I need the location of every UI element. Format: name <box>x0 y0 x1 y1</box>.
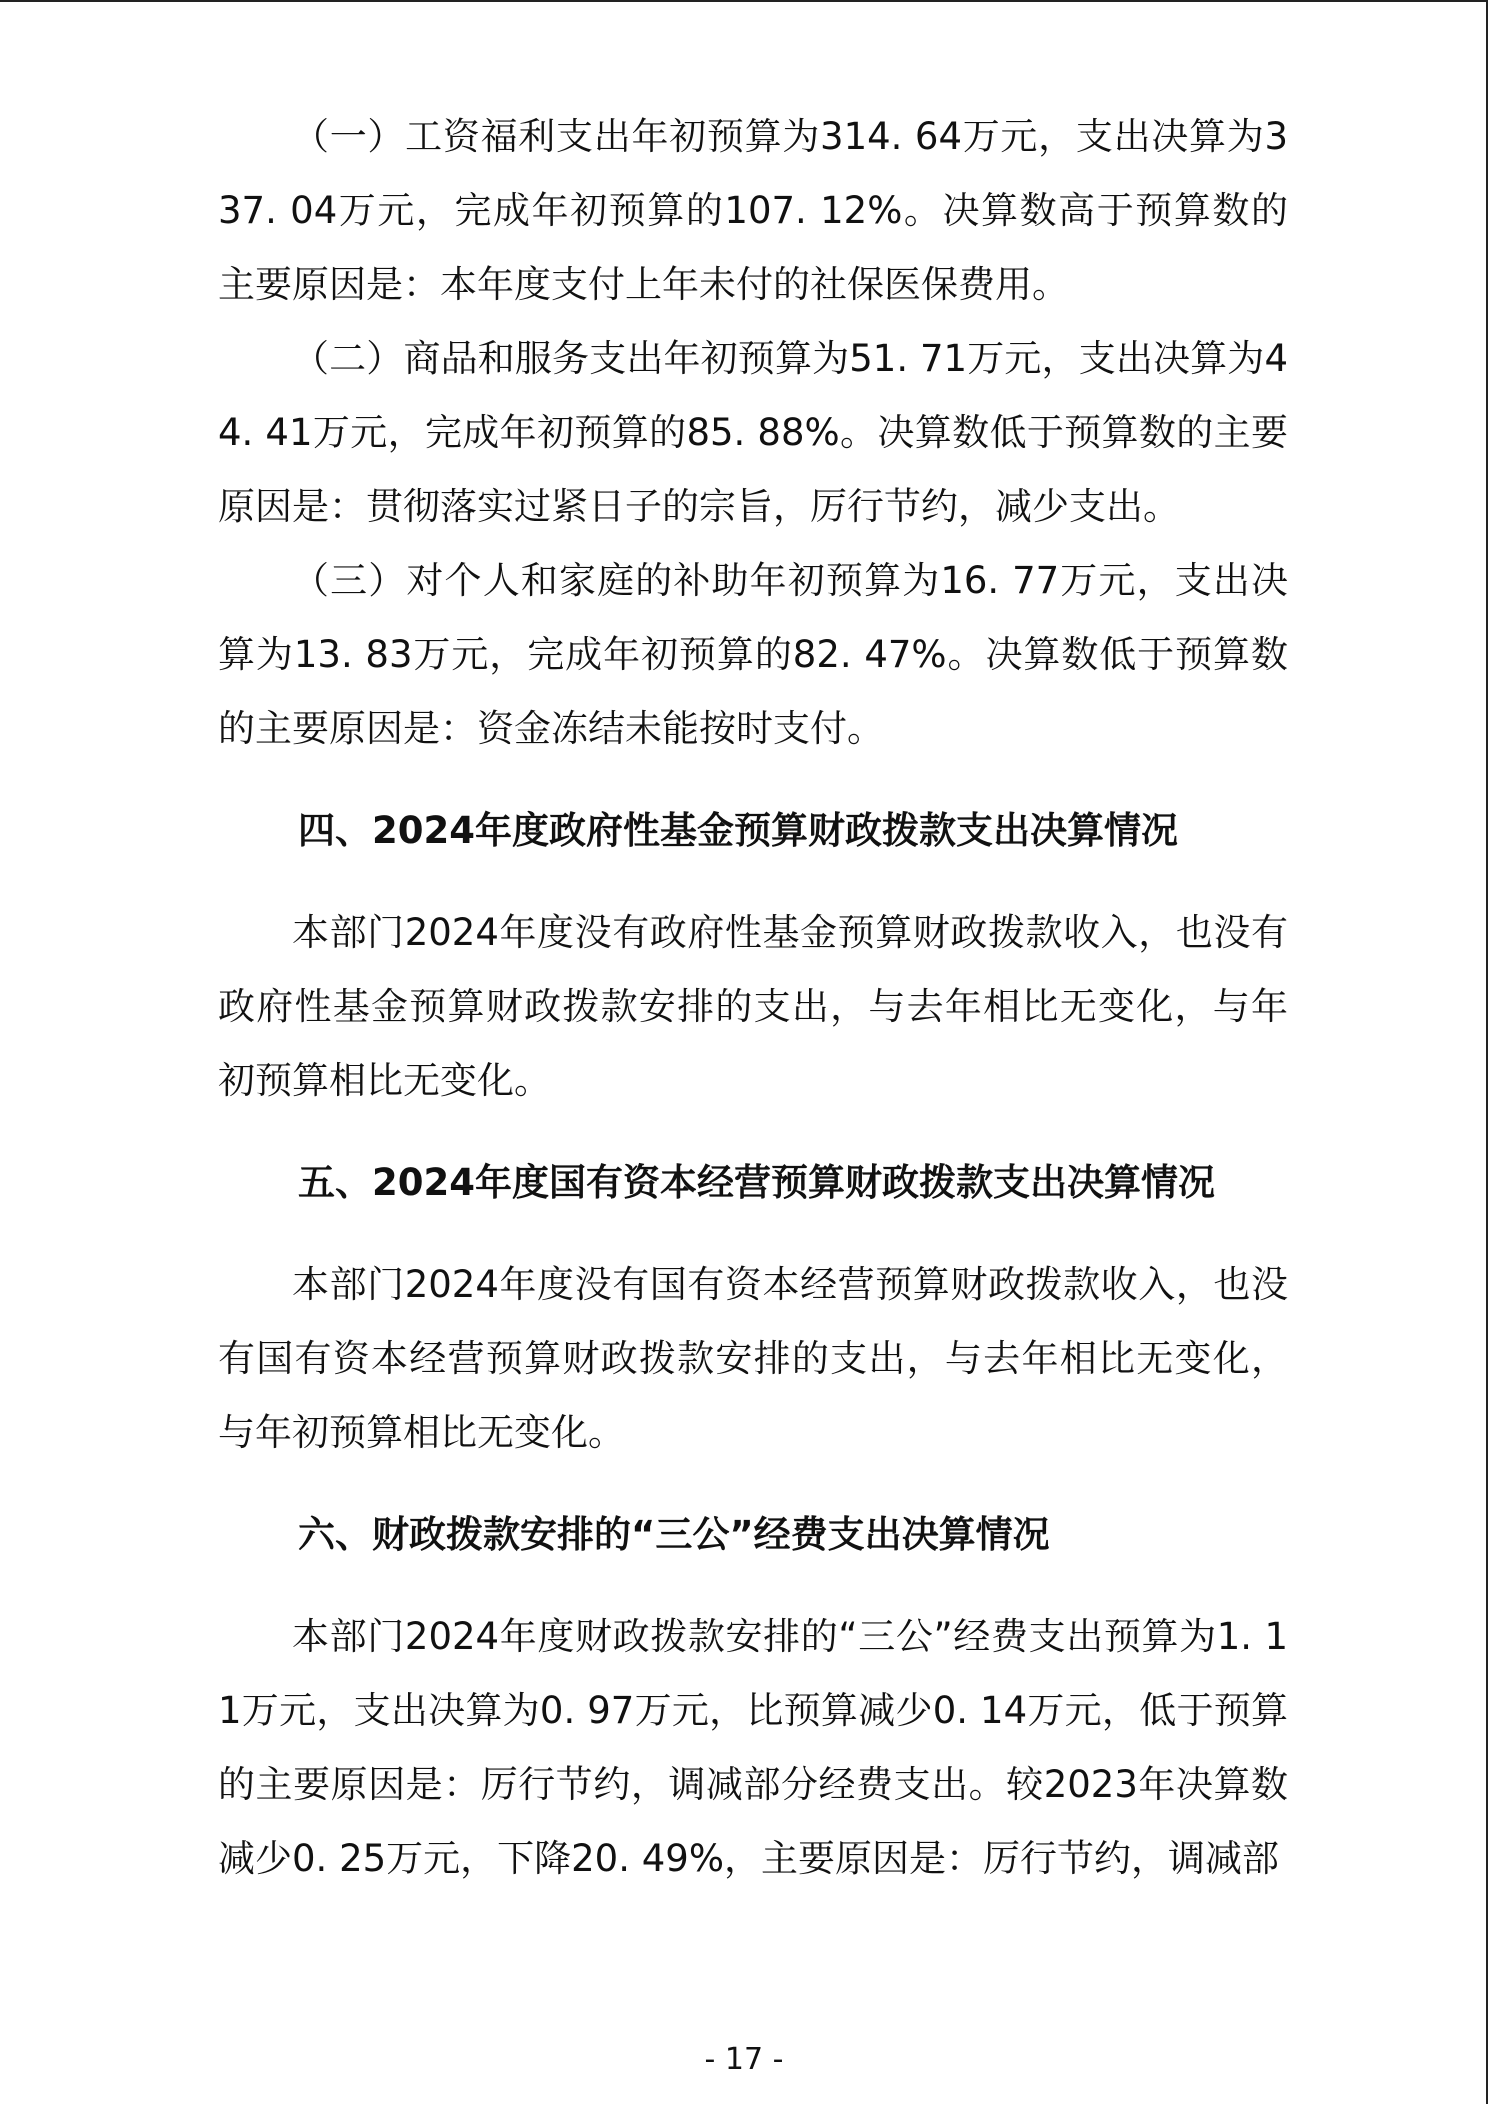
paragraph-section-5: 本部门2024年度没有国有资本经营预算财政拨款收入，也没有国有资本经营预算财政拨款安排的支出，与去年相比无变化，与年初预算相比无变化。 <box>218 1263 1288 1454</box>
top-border-line <box>0 0 1488 2</box>
paragraph-goods-services: （二）商品和服务支出年初预算为51. 71万元，支出决算为44. 41万元，完成年初预算的85. 88%。决算数低于预算数的主要原因是：贯彻落实过紧日子的宗旨，厉行节约，减少支出。 <box>218 337 1288 528</box>
document-page <box>218 100 1288 1896</box>
page-number: - 17 - <box>704 2042 784 2077</box>
paragraph-section-4: 本部门2024年度没有政府性基金预算财政拨款收入，也没有政府性基金预算财政拨款安排的支出，与去年相比无变化，与年初预算相比无变化。 <box>218 911 1288 1102</box>
heading-section-6: 六、财政拨款安排的“三公”经费支出决算情况 <box>298 1513 1050 1556</box>
paragraph-personal-household-subsidy: （三）对个人和家庭的补助年初预算为16. 77万元，支出决算为13. 83万元，完成年初预算的82. 47%。决算数低于预算数的主要原因是：资金冻结未能按时支付。 <box>218 559 1288 750</box>
paragraph-section-6: 本部门2024年度财政拨款安排的“三公”经费支出预算为1. 11万元，支出决算为0. 97万元，比预算减少0. 14万元，低于预算的主要原因是：厉行节约，调减部分经费支出。较2023年决算数减少0. 25万元，下降20. 49%，主要原因是：厉行节约，调减部 <box>218 1615 1288 1880</box>
heading-section-5: 五、2024年度国有资本经营预算财政拨款支出决算情况 <box>298 1161 1215 1204</box>
paragraph-wage-welfare: （一）工资福利支出年初预算为314. 64万元，支出决算为337. 04万元，完成年初预算的107. 12%。决算数高于预算数的主要原因是：本年度支付上年未付的社保医保费用。 <box>218 115 1288 306</box>
heading-section-4: 四、2024年度政府性基金预算财政拨款支出决算情况 <box>298 809 1178 852</box>
